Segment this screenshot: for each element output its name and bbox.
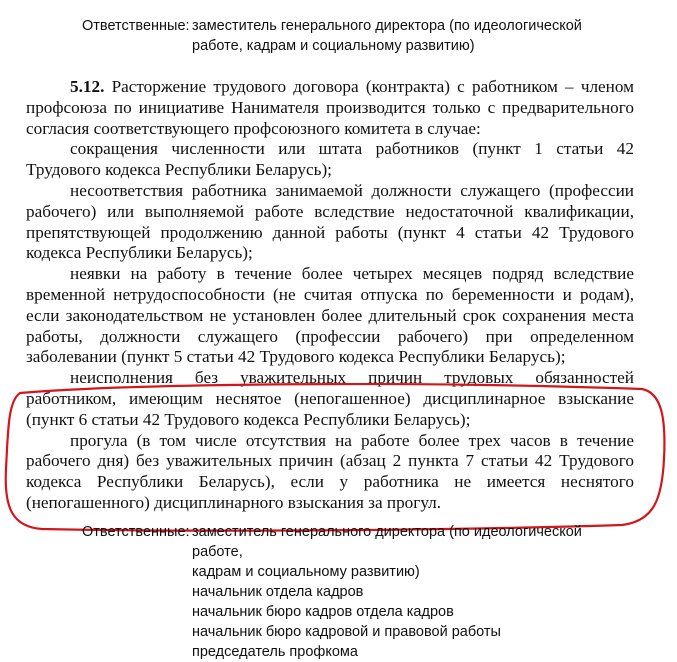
clause-intro-text: Расторжение трудового договора (контракта) с работником – членом профсоюза по инициативе Нанимателя производится только с предварительного согласия соответствующего профсоюзного комитета в случае: [26,77,635,138]
bottom-responsibles [82,522,642,662]
clause-item-reduction: сокращения численности или штата работников (пункт 1 статьи 42 Трудового кодекса Республики Беларусь); [26,139,634,180]
clause-number: 5.12. [70,77,105,96]
clause-item-absence-illness: неявки на работу в течение более четырех месяцев подряд вследствие временной нетрудоспособности (не считая отпуска по беременности и родам), если законодательством не установлен более длительный срок сохранения места работы, должности служащего (профессии рабочего) при определенном заболевании (пункт 5 статьи 42 Трудового кодекса Республики Беларусь); [26,264,634,367]
responsible-line-2: кадрам и социальному развитию) [192,564,420,580]
responsible-line-3: начальник отдела кадров [192,584,364,600]
responsibles-label: Ответственные: [82,18,190,34]
responsibles-label-bottom: Ответственные: [82,524,190,540]
responsible-line-4: начальник бюро кадров отдела кадров [192,604,454,620]
clause-item-non-performance: неисполнения без уважительных причин трудовых обязанностей работником, имеющим неснятое (непогашенное) дисциплинарное взыскание (пункт 6 статьи 42 Трудового кодекса Республики Беларусь); [26,368,634,429]
clause-item-truancy: прогула (в том числе отсутствия на работе более трех часов в течение рабочего дня) без уважительных причин (абзац 2 пункта 7 статьи 42 Трудового кодекса Республики Беларусь), если у работника не имеется неснятого (непогашенного) дисциплинарного взыскания за прогул. [26,430,634,512]
clause-item-incompetence: несоответствия работника занимаемой должности служащего (профессии рабочего) или выполняемой работе вследствие недостаточной квалификации, препятствующей продолжению данной работы (пункт 4 статьи 42 Трудового кодекса Республики Беларусь); [26,180,634,263]
responsible-line-5: начальник бюро кадровой и правовой работы [192,624,501,640]
clause-intro [26,77,634,139]
clause-5-12 [26,77,634,514]
responsible-line-6: председатель профкома [192,644,358,660]
responsible-line-1: заместитель генерального директора (по идеологической работе, [192,524,582,560]
responsibles-text: заместитель генерального директора (по идеологической работе, кадрам и социальному развитию) [192,18,582,54]
top-responsibles [82,16,642,56]
